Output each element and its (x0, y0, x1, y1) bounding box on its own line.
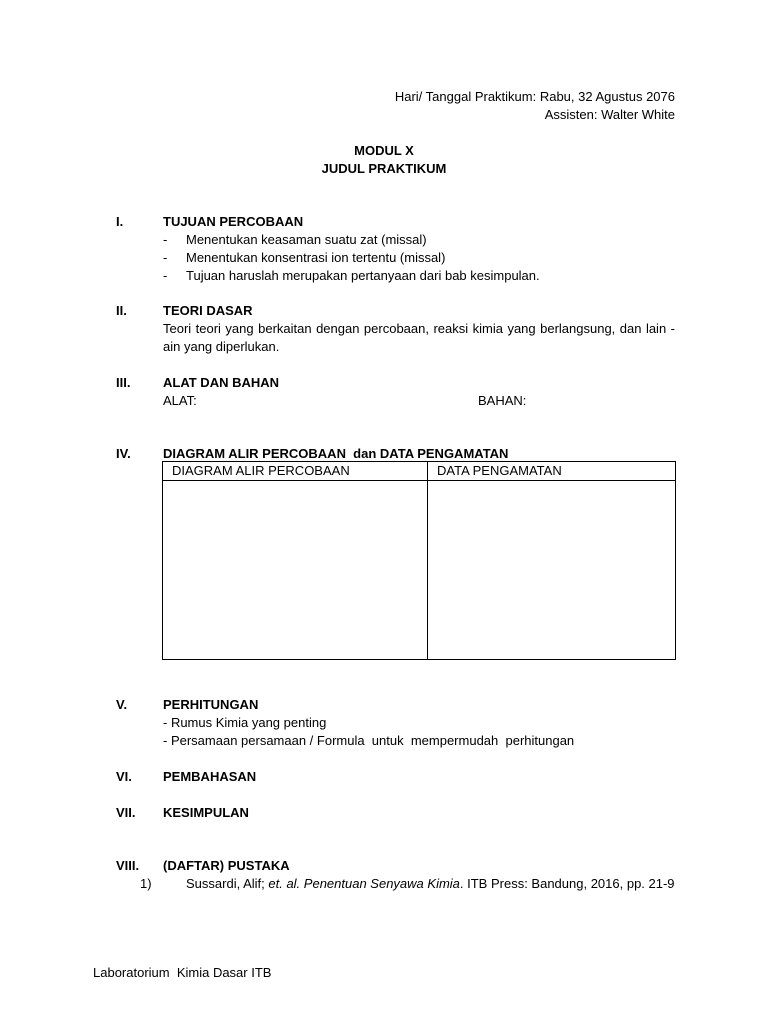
observation-cell[interactable] (428, 481, 676, 660)
list-item: - Persamaan persamaan / Formula untuk mempermudah perhitungan (163, 733, 575, 748)
list-item: - Rumus Kimia yang penting (163, 715, 327, 730)
list-item: - Tujuan haruslah merupakan pertanyaan dari bab kesimpulan. (163, 268, 540, 283)
section-number: III. (116, 375, 131, 390)
section-heading-calculation: PERHITUNGAN (163, 697, 259, 712)
theory-paragraph: Teori teori yang berkaitan dengan percobaan, reaksi kimia yang berlangsung, dan lain -ain yang diperlukan. (163, 321, 675, 354)
practicum-date: Hari/ Tanggal Praktikum: Rabu, 32 Agustus 2076 (394, 89, 675, 104)
section-heading-objective: TUJUAN PERCOBAAN (163, 214, 304, 229)
section-heading-references: (DAFTAR) PUSTAKA (163, 858, 290, 873)
table-header-observation: DATA PENGAMATAN (428, 462, 676, 481)
section-heading-discussion: PEMBAHASAN (163, 769, 257, 784)
section-heading-flowchart: DIAGRAM ALIR PERCOBAAN dan DATA PENGAMATAN (163, 446, 509, 461)
reference-entry: 1) Sussardi, Alif; et. al. Penentuan Senyawa Kimia. ITB Press: Bandung, 2016, pp. 21-9 (140, 876, 675, 891)
section-number: VIII. (116, 858, 140, 873)
section-number: II. (116, 303, 127, 318)
section-number: VI. (116, 769, 132, 784)
section-heading-conclusion: KESIMPULAN (163, 805, 249, 820)
practicum-title: JUDUL PRAKTIKUM (321, 161, 447, 176)
page-footer: Laboratorium Kimia Dasar ITB (93, 965, 272, 980)
assistant-name: Assisten: Walter White (544, 107, 675, 122)
observation-table (162, 461, 676, 660)
list-item: - Menentukan konsentrasi ion tertentu (missal) (163, 250, 446, 265)
section-number: VII. (116, 805, 136, 820)
tools-label: ALAT: (163, 393, 197, 408)
section-number: IV. (116, 446, 131, 461)
section-heading-tools: ALAT DAN BAHAN (163, 375, 280, 390)
flowchart-cell[interactable] (163, 481, 428, 660)
materials-label: BAHAN: (478, 393, 527, 408)
list-item: - Menentukan keasaman suatu zat (missal) (163, 232, 427, 247)
section-number: V. (116, 697, 128, 712)
module-title: MODUL X (354, 143, 414, 158)
section-number: I. (116, 214, 124, 229)
section-heading-theory: TEORI DASAR (163, 303, 253, 318)
table-header-flowchart: DIAGRAM ALIR PERCOBAAN (163, 462, 428, 481)
